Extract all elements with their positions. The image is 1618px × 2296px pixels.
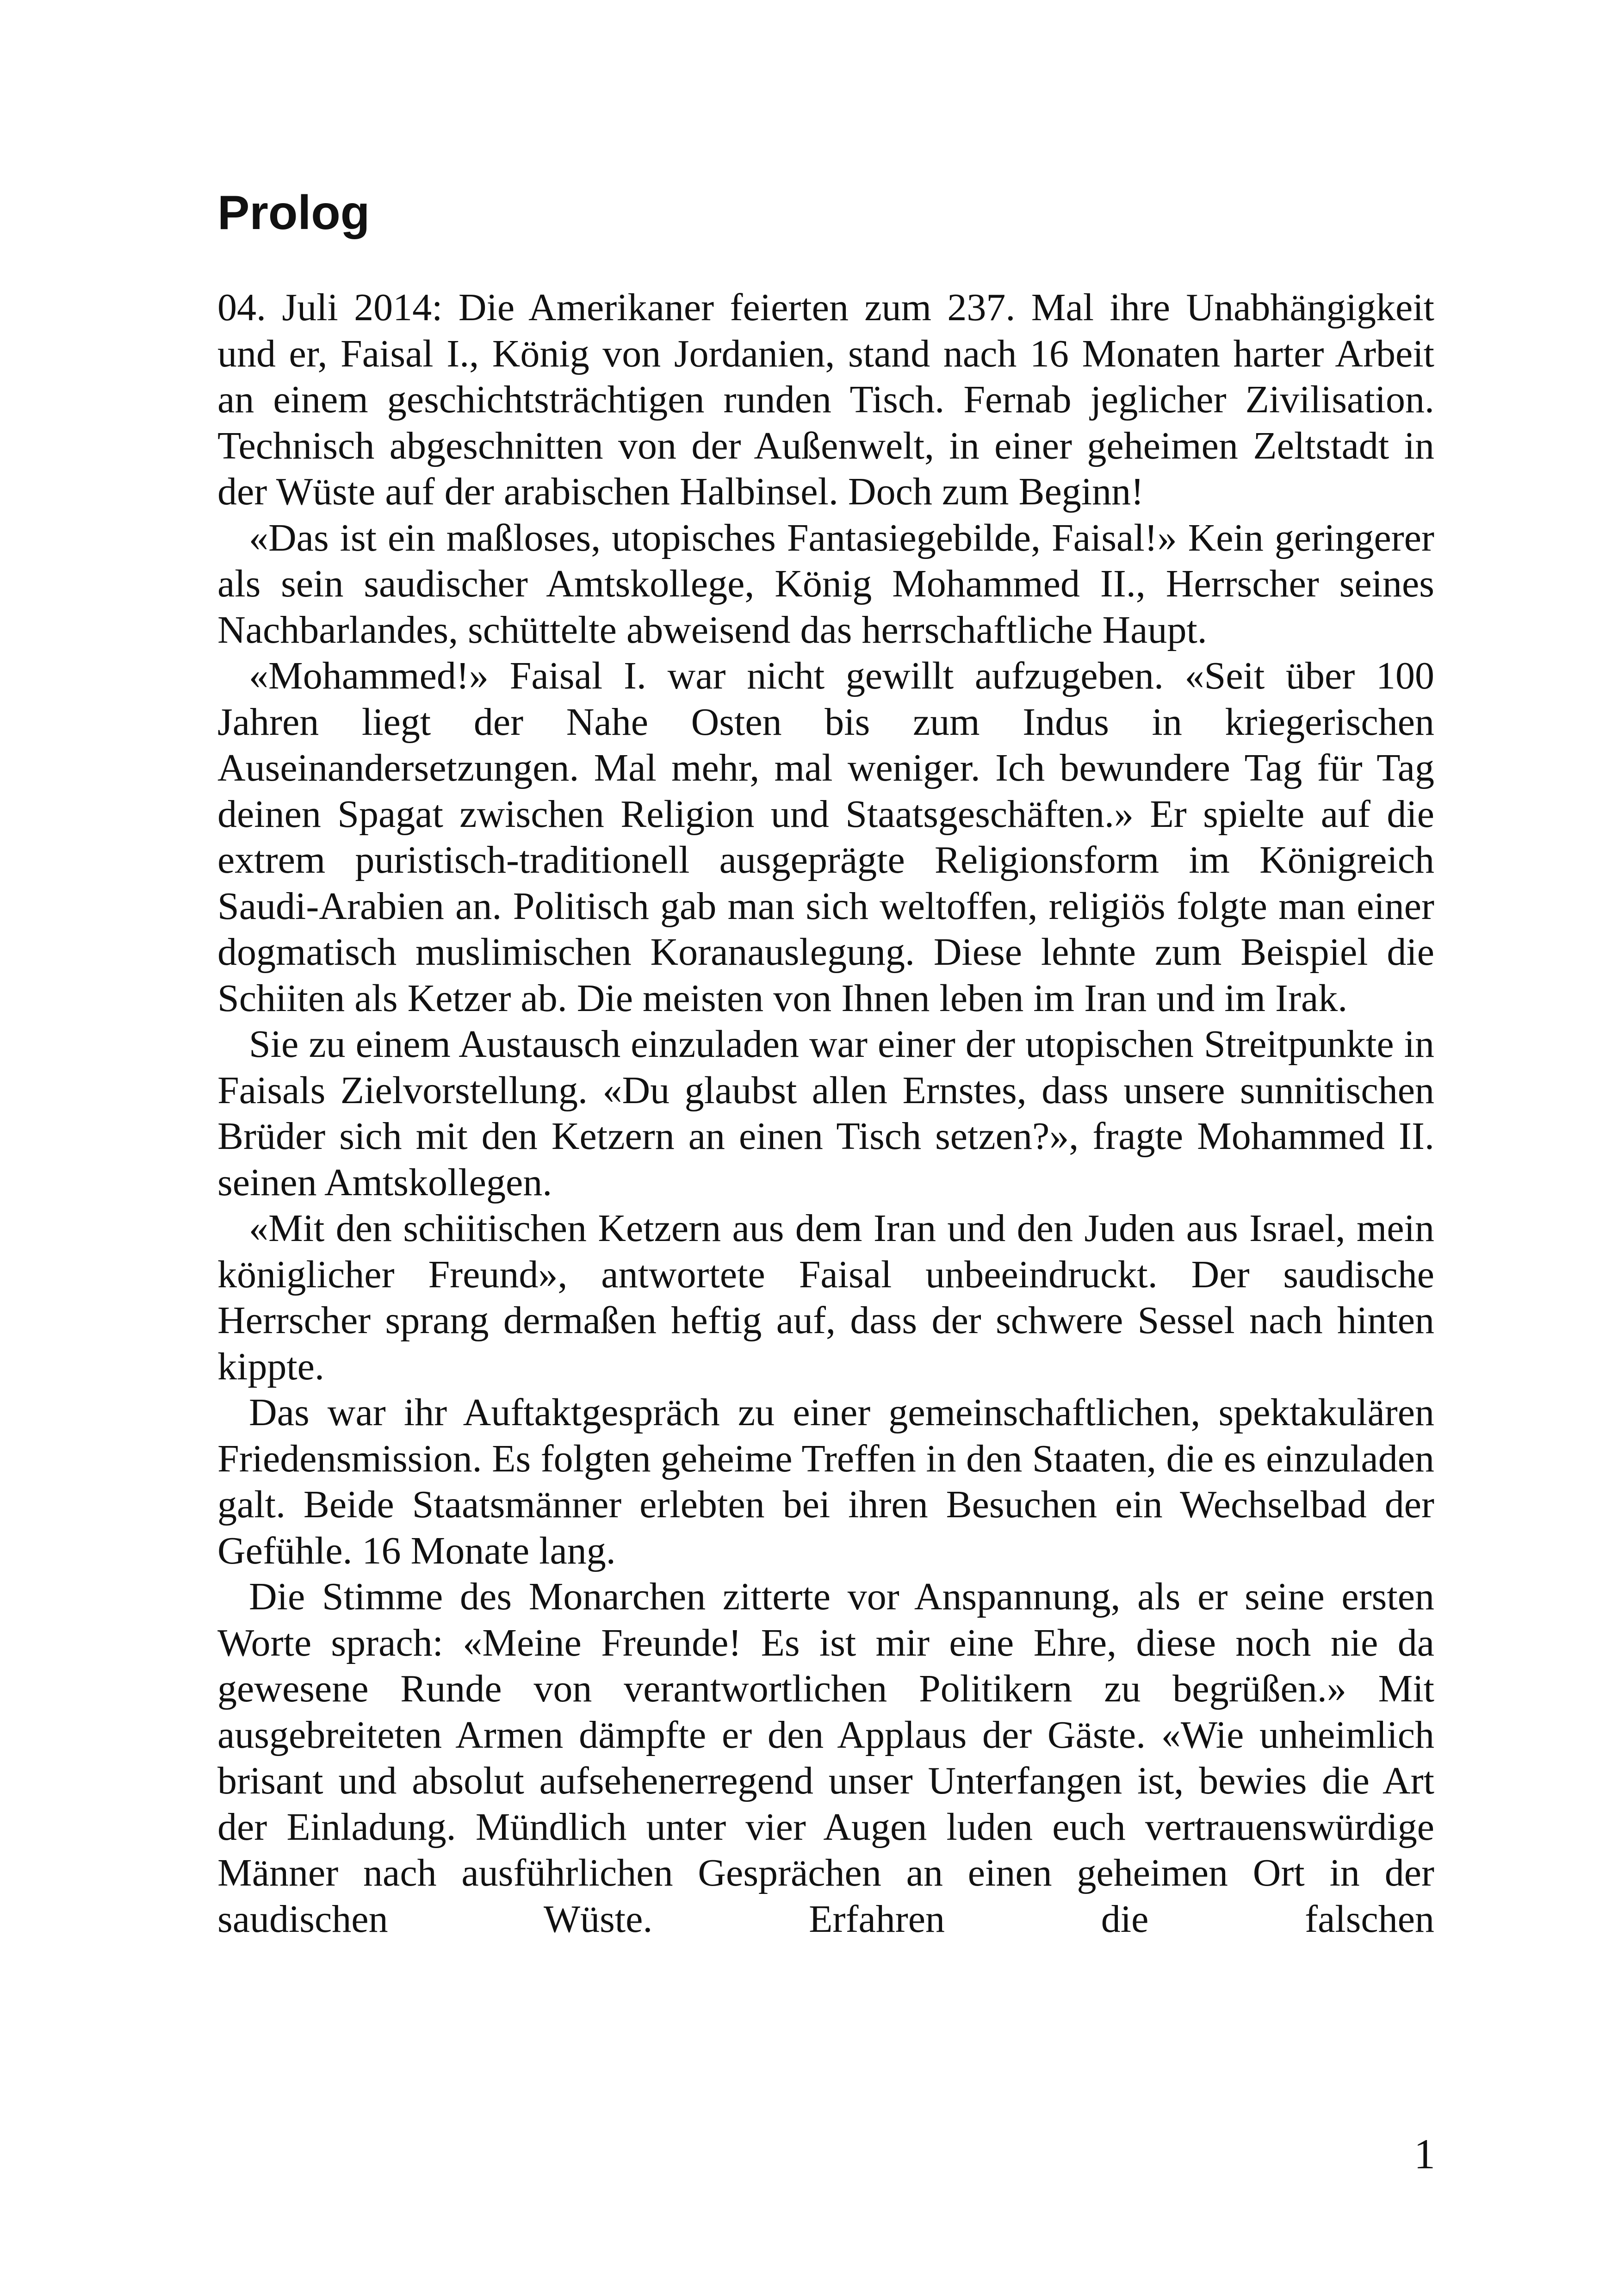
paragraph: 04. Juli 2014: Die Amerikaner feierten zum 237. Mal ihre Unabhängigkeit und er, Faisal I., König von Jordanien, stand nach 16 Monaten harter Arbeit an einem geschichtsträchtigen runden Tisch. Fernab jeglicher Zivilisation. Technisch abgeschnitten von der Außenwelt, in einer geheimen Zeltstadt in der Wüste auf der arabischen Halbinsel. Doch zum Beginn! [217,286,1434,513]
chapter-title: Prolog [217,186,370,240]
paragraph: Sie zu einem Austausch einzuladen war einer der utopischen Streitpunkte in Faisals Zielvorstellung. «Du glaubst allen Ernstes, dass unsere sunnitischen Brüder sich mit den Ketzern an einen Tisch setzen?», fragte Mohammed II. seinen Amtskollegen. [217,1023,1434,1204]
chapter-body [217,285,1434,1942]
paragraph: «Das ist ein maßloses, utopisches Fantasiegebilde, Faisal!» Kein geringerer als sein saudischer Amtskollege, König Mohammed II., Herrscher seines Nachbarlandes, schüttelte abweisend das herrschaftliche Haupt. [217,516,1434,652]
paragraph: «Mit den schiitischen Ketzern aus dem Iran und den Juden aus Israel, mein königlicher Freund», antwortete Faisal unbeeindruckt. Der saudische Herrscher sprang dermaßen heftig auf, dass der schwere Sessel nach hinten kippte. [217,1207,1434,1388]
paragraph: «Mohammed!» Faisal I. war nicht gewillt aufzugeben. «Seit über 100 Jahren liegt der Nahe Osten bis zum Indus in kriegerischen Auseinandersetzungen. Mal mehr, mal weniger. Ich bewundere Tag für Tag deinen Spagat zwischen Religion und Staatsgeschäften.» Er spielte auf die extrem puristisch-traditionell ausgeprägte Religionsform im Königreich Saudi-Arabien an. Politisch gab man sich weltoffen, religiös folgte man einer dogmatisch muslimischen Koranauslegung. Diese lehnte zum Beispiel die Schiiten als Ketzer ab. Die meisten von Ihnen leben im Iran und im Irak. [217,654,1434,1020]
paragraph: Die Stimme des Monarchen zitterte vor Anspannung, als er seine ersten Worte sprach: «Meine Freunde! Es ist mir eine Ehre, diese noch nie da gewesene Runde von verantwortlichen Politikern zu begrüßen.» Mit ausgebreiteten Armen dämpfte er den Applaus der Gäste. «Wie unheimlich brisant und absolut aufsehenerregend unser Unterfangen ist, bewies die Art der Einladung. Mündlich unter vier Augen luden euch vertrauenswürdige Männer nach ausführlichen Gesprächen an einen geheimen Ort in der saudischen Wüste. Erfahren die falschen [217,1575,1434,1941]
page-number: 1 [1414,2130,1435,2178]
paragraph: Das war ihr Auftaktgespräch zu einer gemeinschaftlichen, spektakulären Friedensmission. Es folgten geheime Treffen in den Staaten, die es einzuladen galt. Beide Staatsmänner erlebten bei ihren Besuchen ein Wechselbad der Gefühle. 16 Monate lang. [217,1391,1434,1572]
